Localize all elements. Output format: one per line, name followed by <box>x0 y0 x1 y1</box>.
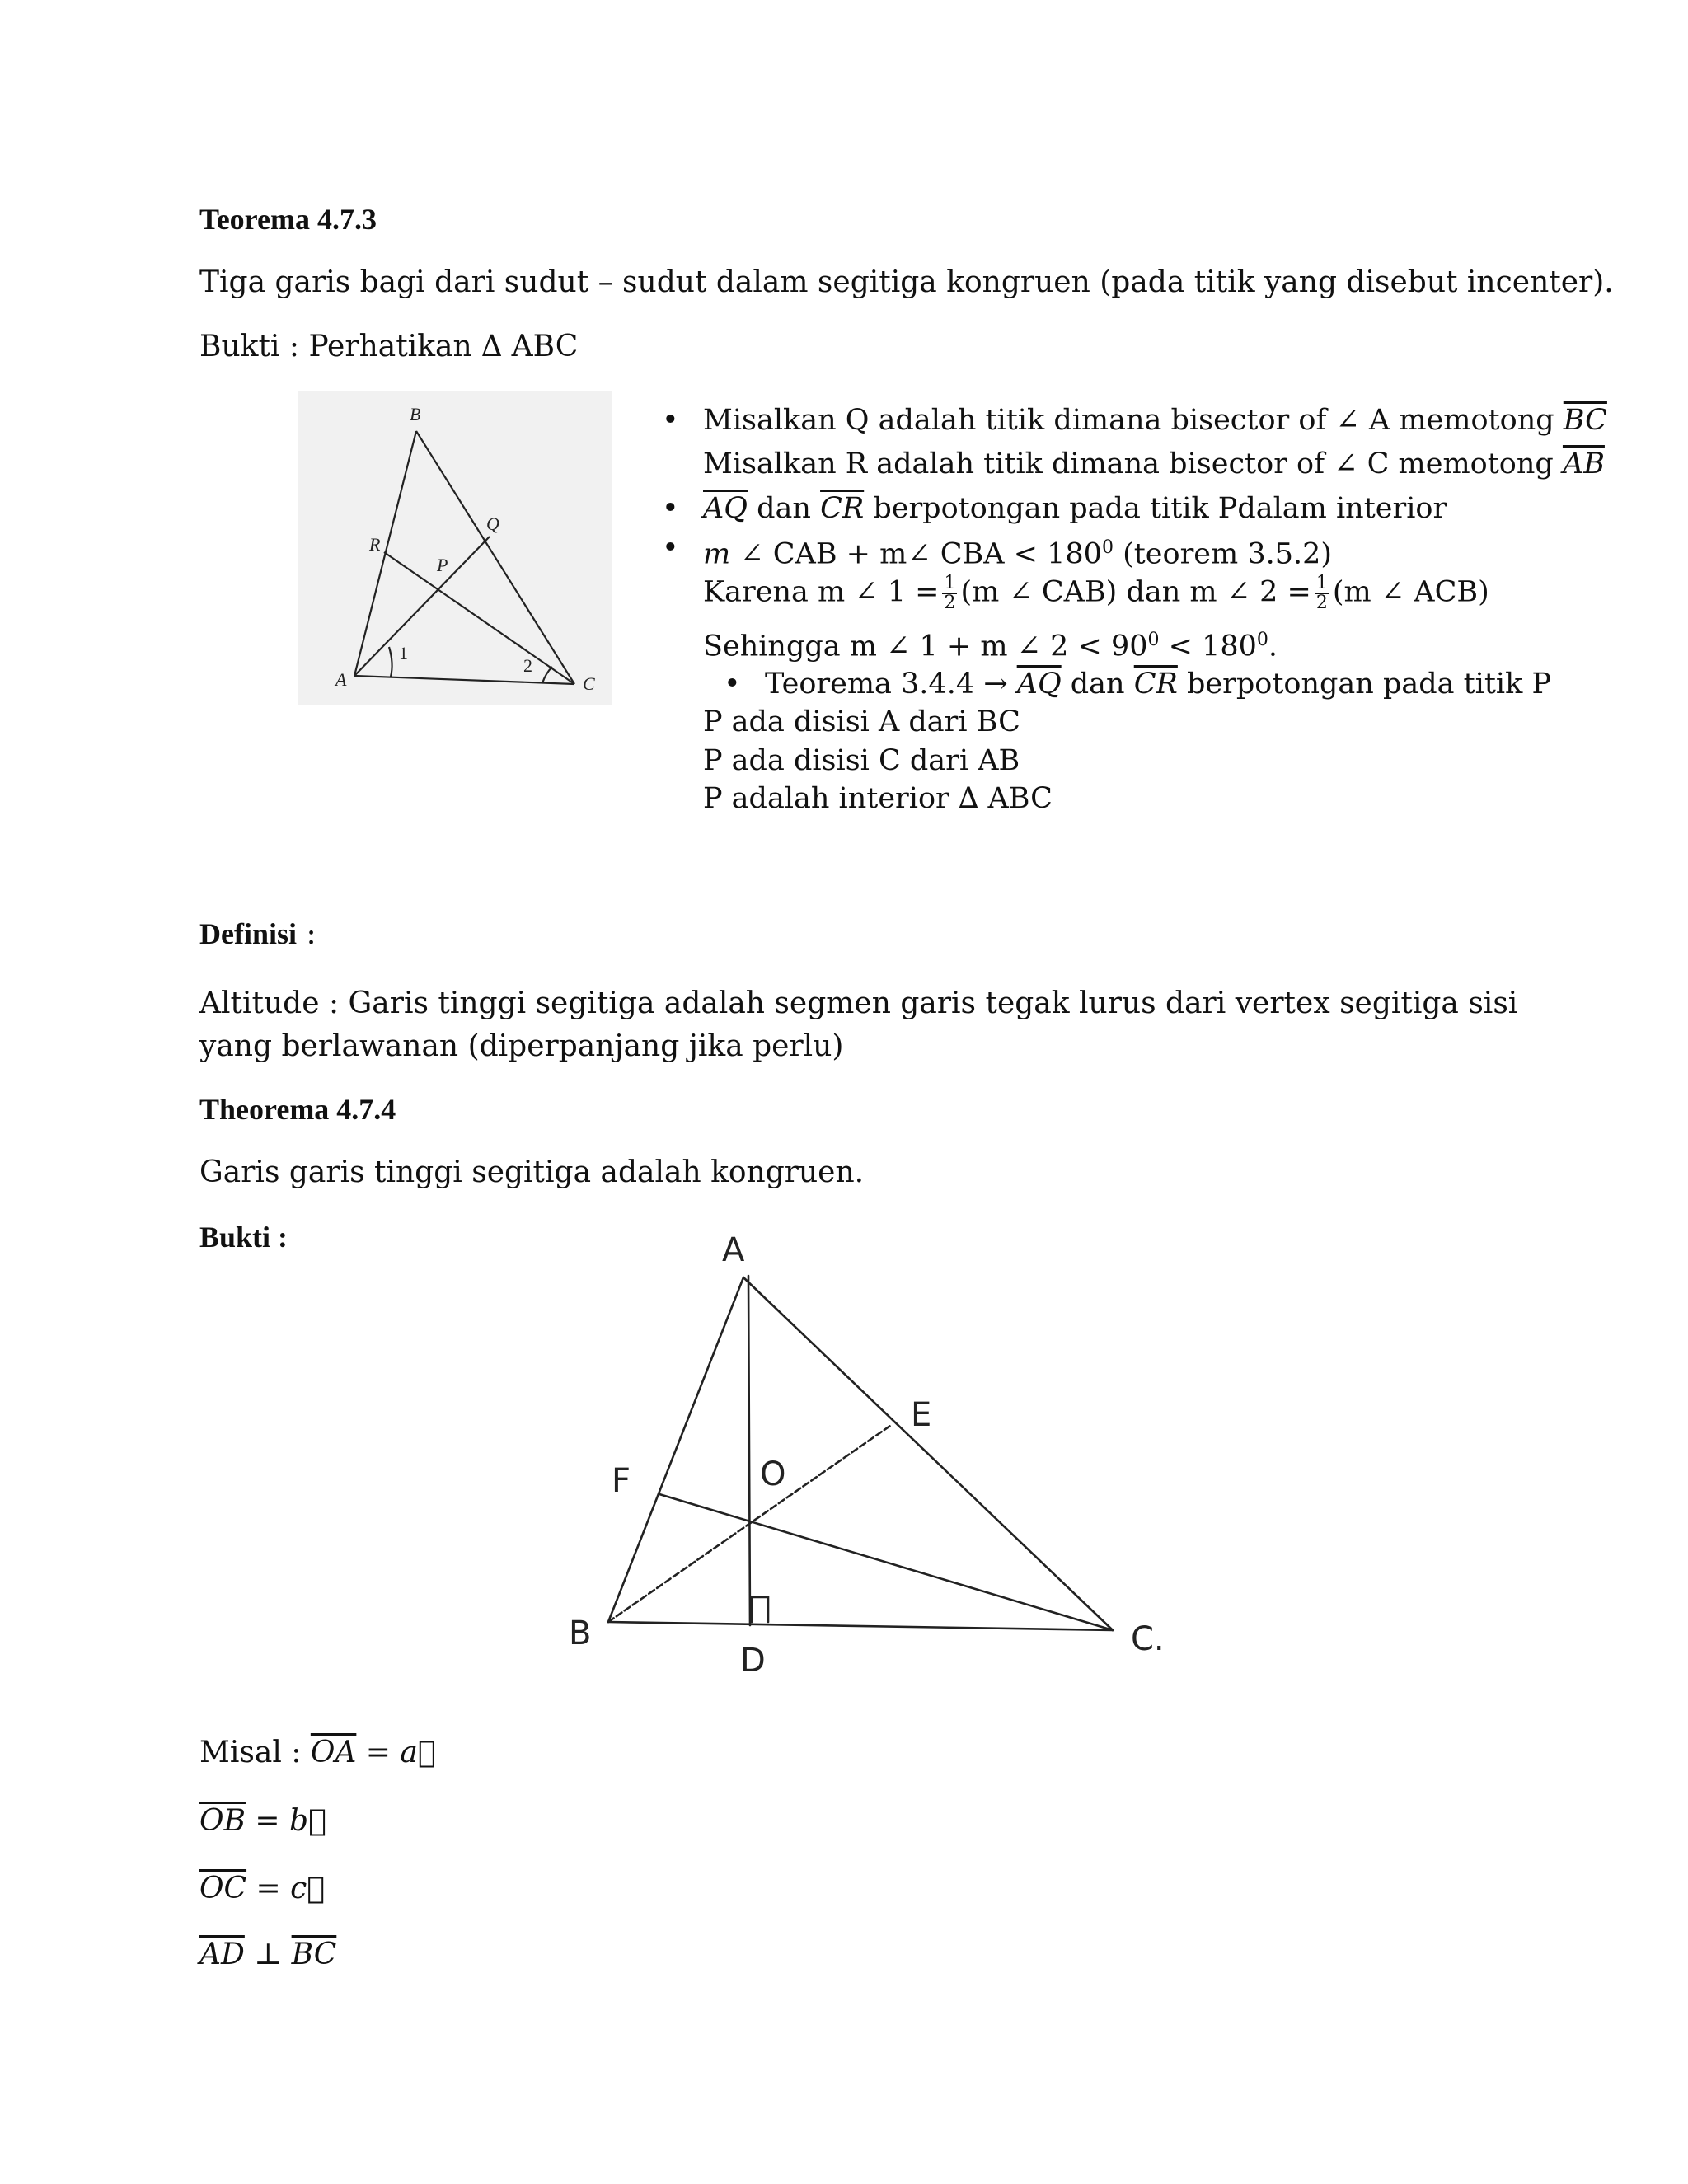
altitudes-figure <box>560 1228 1187 1690</box>
vector-ob: $\overline{OB}$ = b⃗ <box>199 1804 326 1838</box>
fig1-label-b: B <box>410 404 421 424</box>
ad-perp-bc: $\overline{AD}$ ⊥ $\overline{BC}$ <box>199 1938 337 1971</box>
bullet-2: $\overline{AQ}$ dan $\overline{CR}$ berpotongan pada titik Pdalam interior <box>703 492 1447 525</box>
theorem-statement: Tiga garis bagi dari sudut – sudut dalam segitiga kongruen (pada titik yang disebut incenter). <box>199 265 1614 299</box>
fig1-label-q: Q <box>486 513 499 534</box>
fig1-label-r: R <box>369 534 381 555</box>
fig2-label-a: A <box>722 1231 745 1269</box>
fig2-label-e: E <box>911 1396 932 1434</box>
proof-heading: Bukti : <box>199 1221 288 1254</box>
line-p2: P ada disisi C dari AB <box>703 744 1020 777</box>
proof-intro: Bukti : Perhatikan ∆ ABC <box>199 330 579 363</box>
fig2-label-b: B <box>569 1615 592 1652</box>
fig1-label-p: P <box>437 555 448 575</box>
bullet-1-line-2: Misalkan R adalah titik dimana bisector of ∠ C memotong $\overline{AB}$ <box>703 448 1605 480</box>
fig1-label-c: C <box>583 673 595 694</box>
fig1-label-a: A <box>335 669 347 690</box>
definition-heading: Definisi : <box>199 917 316 951</box>
line-p3: P adalah interior ∆ ABC <box>703 782 1053 815</box>
theorem-title-4-7-3: Teorema 4.7.3 <box>199 203 377 236</box>
fig2-label-d: D <box>740 1642 766 1680</box>
bullet-3: m ∠ CAB + m∠ CBA < $180^0$ (teorem 3.5.2) <box>703 537 1333 571</box>
line-p1: P ada disisi A dari BC <box>703 705 1020 738</box>
sehingga-line: Sehingga m ∠ 1 + m ∠ $2 < 90^0 < 180^0$. <box>703 630 1278 663</box>
fig2-label-f: F <box>612 1462 631 1500</box>
fig2-label-c: C. <box>1131 1620 1165 1658</box>
sub-bullet: Teorema $3.4.4 \to \overline{AQ}$ dan $\overline{CR}$ berpotongan pada titik P <box>765 668 1552 701</box>
angle-bisector-figure <box>298 391 612 705</box>
fig2-label-o: O <box>760 1455 786 1493</box>
fig1-label-angle-2: 2 <box>523 655 532 676</box>
bullet-1: Misalkan Q adalah titik dimana bisector of ∠ A memotong $\overline{BC}$ <box>703 404 1607 437</box>
theorem-title-4-7-4: Theorema 4.7.4 <box>199 1093 396 1126</box>
vector-oa: Misal : $\overline{OA}$ = a⃗ <box>199 1736 436 1769</box>
karena-line: Karena m ∠ 1 = $\frac{1}{2}$ (m ∠ CAB) dan m ∠ 2 = $\frac{1}{2}$ (m ∠ ACB) <box>703 573 1489 613</box>
theorem-4-7-4-statement: Garis garis tinggi segitiga adalah kongruen. <box>199 1155 865 1189</box>
vector-oc: $\overline{OC}$ = c⃗ <box>199 1872 325 1905</box>
fig1-label-angle-1: 1 <box>399 643 408 663</box>
altitude-definition: Altitude : Garis tinggi segitiga adalah segmen garis tegak lurus dari vertex segitiga sisi yang berlawanan (diperpanjang jika perlu) <box>199 987 1518 1063</box>
